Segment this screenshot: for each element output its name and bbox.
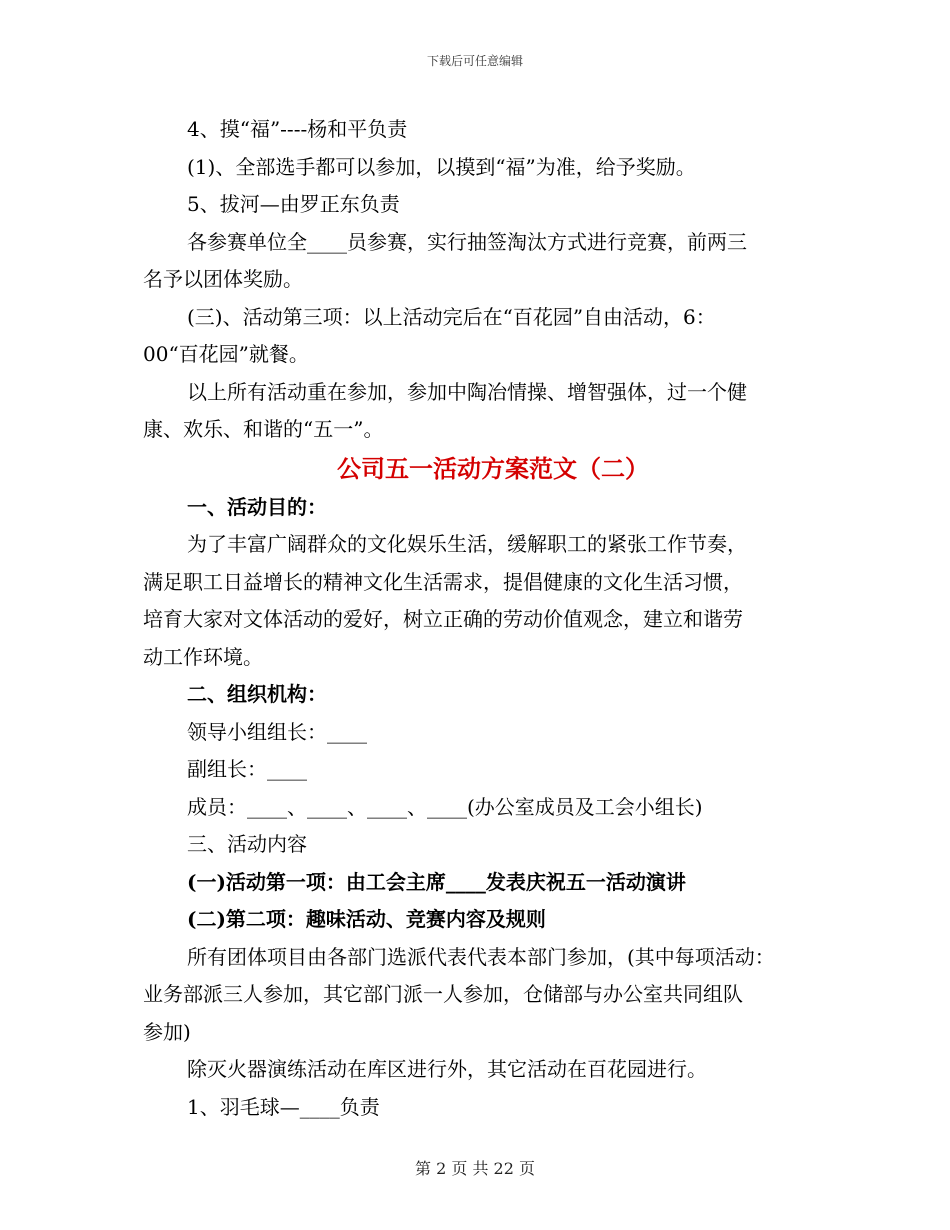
item-4-title: 4、摸“福”----杨和平负责 [187, 117, 408, 141]
team-rule-line-1: 所有团体项目由各部门选派代表代表本部门参加，(其中每项活动： [187, 944, 775, 969]
item-5-rule-line-1: 各参赛单位全____员参赛，实行抽签淘汰方式进行竞赛，前两三 [187, 229, 747, 254]
item-5-title: 5、拔河—由罗正东负责 [187, 192, 400, 216]
activity-2: (二)第二项：趣味活动、竞赛内容及规则 [187, 907, 546, 931]
team-rule-line-3: 参加) [143, 1019, 191, 1044]
item-4-rule-1: (1)、全部选手都可以参加，以摸到“福”为准，给予奖励。 [187, 154, 696, 179]
summary-line-1: 以上所有活动重在参加，参加中陶冶情操、增智强体，过一个健 [187, 379, 747, 404]
activity-1: (一)活动第一项：由工会主席____发表庆祝五一活动演讲 [187, 869, 686, 894]
heading-purpose: 一、活动目的： [187, 494, 327, 519]
item-1-badminton: 1、羽毛球—____负责 [187, 1094, 380, 1119]
section-title: 公司五一活动方案范文（二） [337, 453, 649, 483]
summary-line-2: 康、欢乐、和谐的“五一”。 [143, 417, 384, 441]
activity-3-line-2: 00“百花园”就餐。 [143, 342, 309, 366]
purpose-line-4: 动工作环境。 [143, 644, 263, 669]
team-rule-line-2: 业务部派三人参加，其它部门派一人参加，仓储部与办公室共同组队 [143, 982, 743, 1006]
purpose-line-3: 培育大家对文体活动的爱好，树立正确的劳动价值观念，建立和谐劳 [143, 607, 743, 631]
activity-3-line-1: (三)、活动第三项：以上活动完后在“百花园”自由活动，6： [187, 304, 716, 329]
purpose-line-2: 满足职工日益增长的精神文化生活需求，提倡健康的文化生活习惯， [143, 569, 743, 594]
page-footer: 第 2 页 共 22 页 [415, 1159, 535, 1178]
document-body [143, 111, 823, 1126]
org-members: 成员：____、____、____、____(办公室成员及工会小组长) [187, 794, 703, 819]
purpose-line-1: 为了丰富广阔群众的文化娱乐生活，缓解职工的紧张工作节奏， [187, 532, 747, 556]
venue-note: 除灭火器演练活动在库区进行外，其它活动在百花园进行。 [187, 1057, 707, 1081]
page-header: 下载后可任意编辑 [426, 54, 523, 68]
heading-organization: 二、组织机构： [187, 682, 327, 706]
heading-content: 三、活动内容 [187, 832, 307, 856]
org-deputy: 副组长：____ [187, 757, 307, 781]
org-leader: 领导小组组长：____ [187, 719, 367, 744]
item-5-rule-line-2: 名予以团体奖励。 [143, 267, 303, 291]
